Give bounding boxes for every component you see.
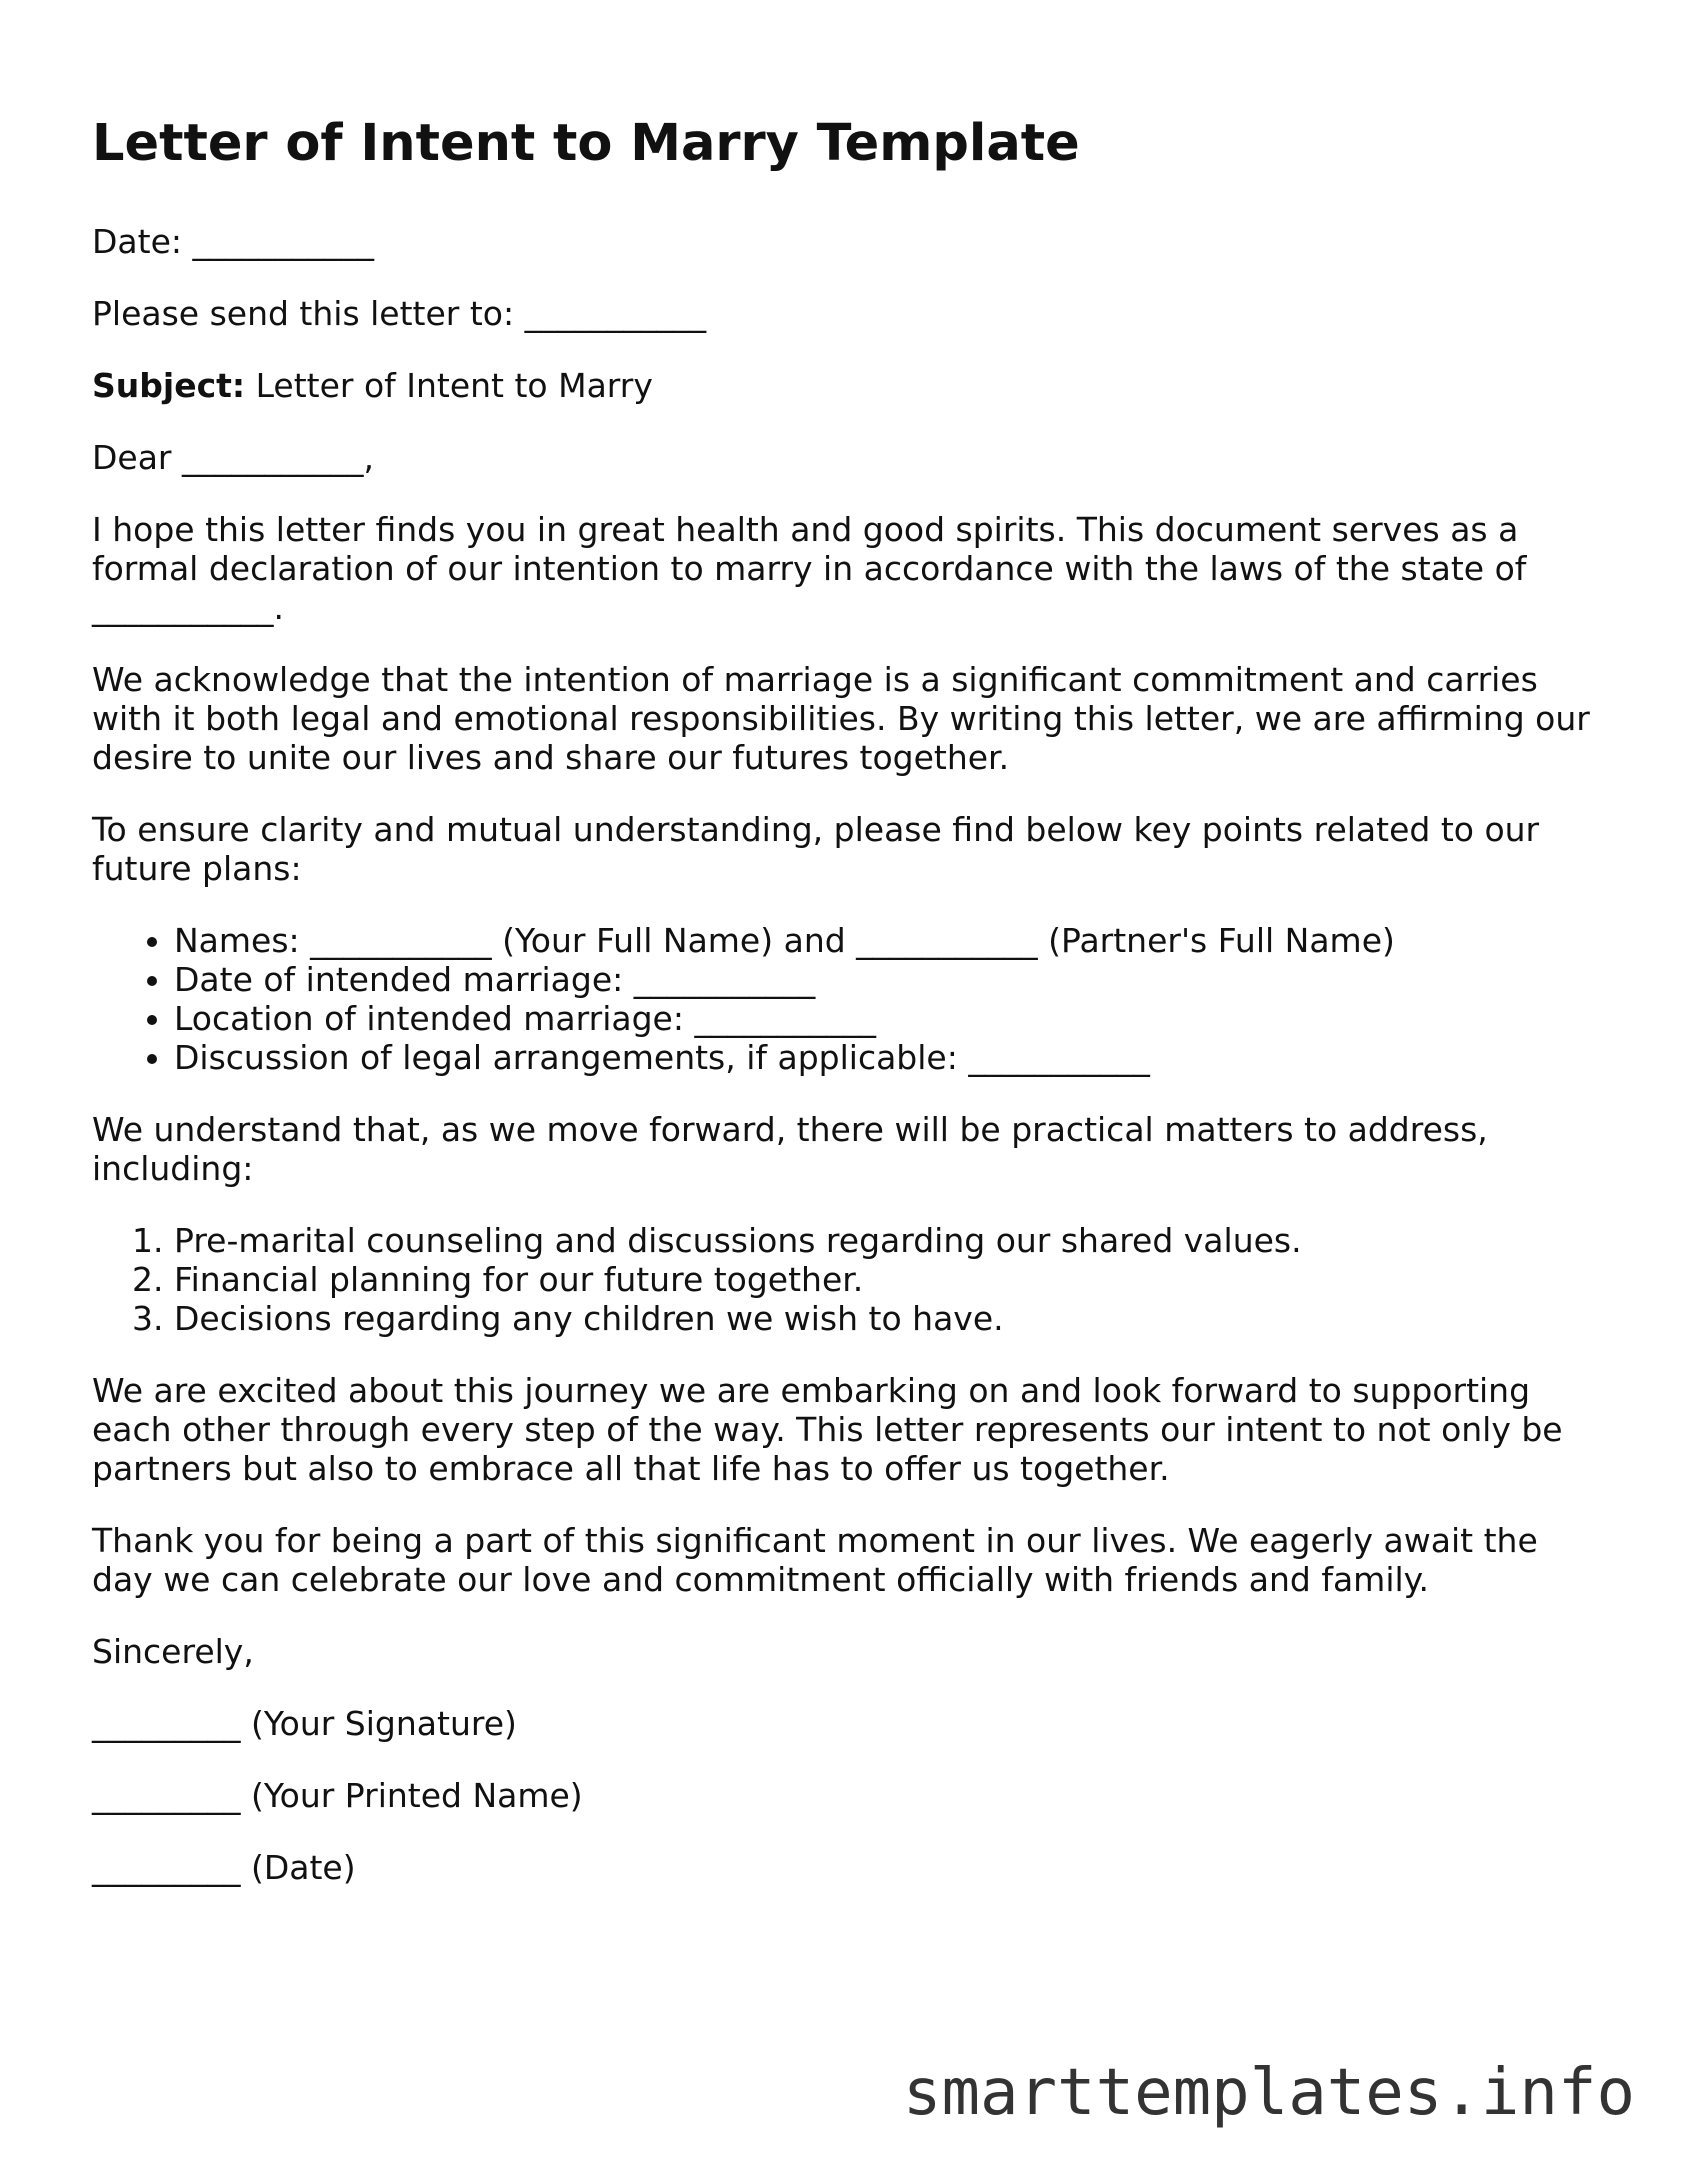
paragraph-practical-matters: We understand that, as we move forward, there will be practical matters to address, including: [92,1110,1488,1188]
list-item: • Discussion of legal arrangements, if applicable: ___________ [174,1038,1602,1077]
closing: Sincerely, [92,1632,254,1671]
paragraph-thank-you: Thank you for being a part of this significant moment in our lives. We eagerly await the day we can celebrate our love and commitment officially with friends and family. [92,1521,1538,1599]
list-item: • Location of intended marriage: ___________ [174,999,1602,1038]
salutation: Dear ___________, [92,438,374,477]
paragraph-intro: I hope this letter finds you in great health and good spirits. This document serves as a formal declaration of our intention to marry in accordance with the laws of the state of ___________. [92,510,1527,627]
subject-line [92,366,1602,405]
list-item: 2. Financial planning for our future together. [174,1260,1602,1299]
send-to-line: Please send this letter to: ___________ [92,294,707,333]
paragraph-key-points: To ensure clarity and mutual understanding, please find below key points related to our future plans: [92,810,1540,888]
watermark: smarttemplates.info [902,2056,1635,2130]
subject-label: Subject: [92,366,246,405]
practical-matters-list [92,1221,1602,1338]
list-item: • Date of intended marriage: ___________ [174,960,1602,999]
list-item: 1. Pre-marital counseling and discussions regarding our shared values. [174,1221,1602,1260]
paragraph-acknowledge: We acknowledge that the intention of marriage is a significant commitment and carries with it both legal and emotional responsibilities. By writing this letter, we are affirming our desire to unite our lives and share our futures together. [92,660,1590,777]
list-item: • Names: ___________ (Your Full Name) and ___________ (Partner's Full Name) [174,921,1602,960]
subject-value: Letter of Intent to Marry [245,366,653,405]
printed-name-line: _________ (Your Printed Name) [92,1776,583,1815]
letter-document [92,112,1602,1920]
paragraph-excited: We are excited about this journey we are embarking on and look forward to supporting each other through every step of the way. This letter represents our intent to not only be partners but also to embrace all that life has to offer us together. [92,1371,1563,1488]
date-line: Date: ___________ [92,222,374,261]
signature-line: _________ (Your Signature) [92,1704,517,1743]
list-item: 3. Decisions regarding any children we wish to have. [174,1299,1602,1338]
page-title: Letter of Intent to Marry Template [92,114,1080,173]
key-points-list [92,921,1602,1077]
signature-date-line: _________ (Date) [92,1848,356,1887]
